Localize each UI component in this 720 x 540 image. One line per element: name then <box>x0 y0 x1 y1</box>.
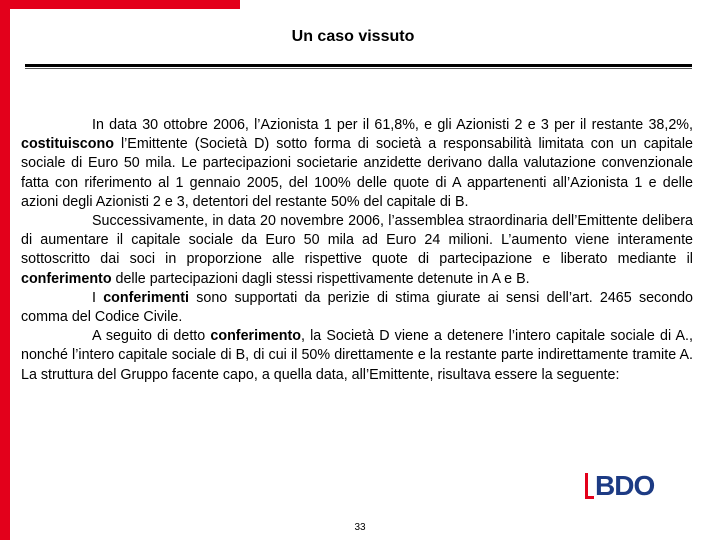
bold-term: costituiscono <box>21 136 114 153</box>
bold-term: conferimento <box>210 328 301 345</box>
paragraph-text: , la Società D viene a detenere l’intero capitale sociale di A., nonché l’intero capitale sociale di B, di cui il 50% direttamente e la restante parte indirettamente tramite A. La struttura del Gruppo facente capo, a quella data, all’Emittente, risultava essere la seguente: <box>21 328 694 383</box>
paragraph <box>21 327 693 385</box>
top-accent-bar <box>0 0 240 9</box>
logo-bracket-icon <box>585 473 594 499</box>
body-text <box>21 116 693 385</box>
logo-text: BDO <box>595 470 655 501</box>
paragraph-text: Successivamente, in data 20 novembre 2006, l’assemblea straordinaria dell’Emittente delibera di aumentare il capitale sociale da Euro 50 mila ad Euro 24 milioni. L’aumento viene interamente sottoscritto dai soci in proporzione alle rispettive quote di partecipazione e liberato mediante il <box>21 213 693 268</box>
paragraph-text: A seguito di detto <box>92 328 211 345</box>
bold-term: conferimento <box>21 270 112 287</box>
paragraph <box>21 289 693 327</box>
page-number: 33 <box>354 522 366 533</box>
paragraph-text: l’Emittente (Società D) sotto forma di società a responsabilità limitata con un capitale sociale di Euro 50 mila. Le partecipazioni societarie anzidette derivano dalla valutazione convenzionale fatta con riferimento al 1 gennaio 2005, del 100% delle quote di A appartenenti all’Azionista 1 e delle azioni degli Azionisti 2 e 3, detentori del restante 50% del capitale di B. <box>21 136 693 210</box>
title-divider <box>25 64 692 67</box>
paragraph <box>21 116 693 212</box>
title-divider-thin <box>25 68 692 69</box>
bdo-logo <box>585 470 665 504</box>
slide-title: Un caso vissuto <box>291 28 415 45</box>
bold-term: conferimenti <box>103 289 189 306</box>
left-accent-bar <box>0 0 10 540</box>
paragraph-text: delle partecipazioni dagli stessi rispettivamente detenute in A e B. <box>111 270 530 287</box>
paragraph-text: I <box>92 289 104 306</box>
paragraph-text: sono supportati da perizie di stima giurate ai sensi dell’art. 2465 secondo comma del Codice Civile. <box>21 289 693 326</box>
paragraph <box>21 212 693 289</box>
paragraph-text: In data 30 ottobre 2006, l’Azionista 1 per il 61,8%, e gli Azionisti 2 e 3 per il restante 38,2%, <box>92 117 693 133</box>
